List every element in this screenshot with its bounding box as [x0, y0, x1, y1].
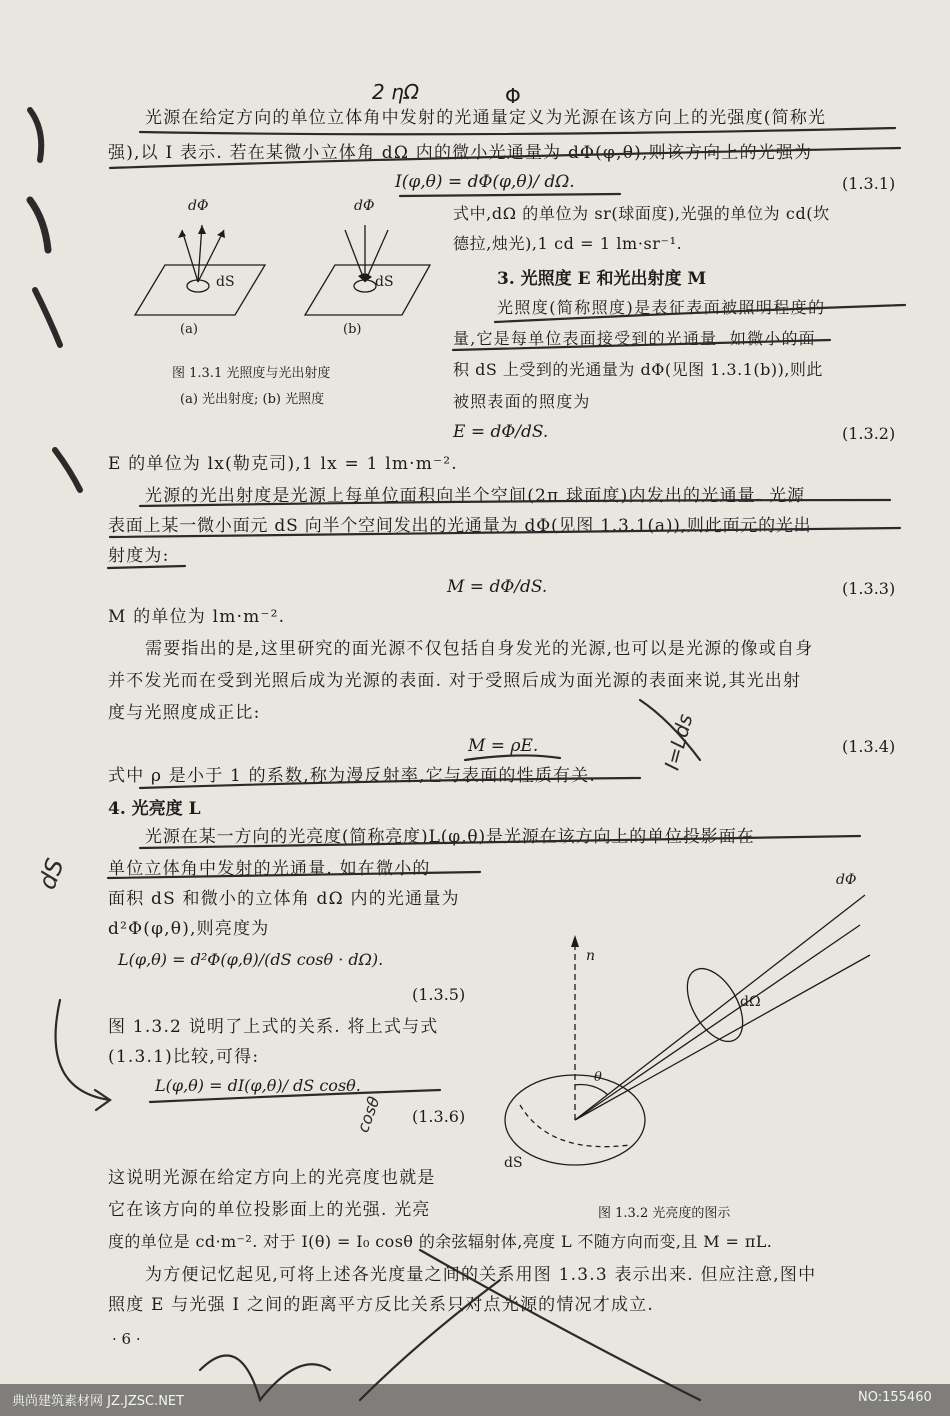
equation-number-1-3-2: (1.3.2) — [842, 424, 896, 443]
fig131-caption-1: 图 1.3.1 光照度与光出射度 — [172, 366, 331, 381]
handwriting-eq-note: I=Lds — [659, 711, 698, 773]
para-fig-line2: (1.3.1)比较,可得: — [108, 1047, 260, 1067]
right-line5: 积 dS 上受到的光通量为 dΦ(见图 1.3.1(b)),则此 — [453, 360, 823, 379]
para-fig-line1: 图 1.3.2 说明了上式的关系. 将上式与式 — [108, 1017, 439, 1037]
paraM-line2: 表面上某一微小面元 dS 向半个空间发出的光通量为 dΦ(见图 1.3.1(a)),则此面元的光出 — [108, 516, 812, 536]
last-line1: 为方便记忆起见,可将上述各光度量之间的关系用图 1.3.3 表示出来. 但应注意,图中 — [145, 1265, 817, 1285]
scribble-top: 2 ηΩ — [372, 80, 420, 104]
arrowhead-a-left — [178, 230, 186, 238]
rho-line: 式中 ρ 是小于 1 的系数,称为漫反射率,它与表面的性质有关. — [108, 766, 597, 786]
ray-center — [575, 925, 860, 1120]
equation-1-3-5: L(φ,θ) = d²Φ(φ,θ)/(dS cosθ · dΩ). — [118, 950, 384, 969]
arrow-head — [95, 1090, 110, 1110]
unit-E: E 的单位为 lx(勒克司),1 lx = 1 lm·m⁻². — [108, 454, 458, 474]
ray-upper — [575, 895, 865, 1120]
fig132-label-ds: dS — [504, 1155, 523, 1171]
arrowhead-a-mid — [198, 225, 206, 234]
equation-1-3-1: I(φ,θ) = dΦ(φ,θ)/ dΩ. — [395, 172, 575, 192]
note-line2: 并不发光而在受到光照后成为光源的表面. 对于受照后成为面光源的表面来说,其光出射 — [108, 671, 802, 691]
concl-line2: 它在该方向的单位投影面上的光强. 光亮 — [108, 1200, 431, 1220]
equation-number-1-3-4: (1.3.4) — [842, 737, 896, 756]
equation-1-3-6: L(φ,θ) = dI(φ,θ)/ dS cosθ. — [155, 1076, 361, 1095]
fig131-label-a-ds: dS — [216, 274, 235, 290]
figure-1-3-2 — [490, 855, 890, 1185]
fig131-label-b-dphi: dΦ — [354, 198, 375, 214]
handwriting-ds: dS — [32, 854, 70, 894]
paraL-line3: 面积 dS 和微小的立体角 dΩ 内的光通量为 — [108, 889, 460, 909]
fig131-sub-b: (b) — [343, 322, 362, 337]
equation-1-3-3: M = dΦ/dS. — [447, 577, 548, 597]
fig132-label-theta: θ — [594, 1070, 602, 1085]
normal-arrowhead — [571, 935, 579, 947]
margin-mark-2 — [30, 200, 48, 250]
fig131-caption-2: (a) 光出射度; (b) 光照度 — [180, 392, 325, 407]
right-line6: 被照表面的照度为 — [453, 392, 591, 411]
heading-4: 4. 光亮度 L — [108, 799, 201, 819]
equation-number-1-3-5: (1.3.5) — [412, 985, 466, 1004]
right-line2: 德拉,烛光),1 cd = 1 lm·sr⁻¹. — [453, 234, 683, 253]
equation-1-3-2: E = dΦ/dS. — [453, 422, 549, 442]
fig132-label-n: n — [586, 948, 596, 964]
projection-arc — [520, 1105, 630, 1147]
paraM-line3: 射度为: — [108, 546, 170, 566]
fig131-label-b-ds: dS — [375, 274, 394, 290]
equation-number-1-3-1: (1.3.1) — [842, 174, 896, 193]
fig132-caption: 图 1.3.2 光亮度的图示 — [598, 1206, 731, 1221]
paraL-line1: 光源在某一方向的光亮度(简称亮度)L(φ,θ)是光源在该方向上的单位投影面在 — [145, 827, 755, 847]
equation-number-1-3-6: (1.3.6) — [412, 1107, 466, 1126]
margin-mark-1 — [30, 110, 41, 160]
unit-M: M 的单位为 lm·m⁻². — [108, 607, 286, 627]
page-number: · 6 · — [112, 1330, 141, 1348]
surface-a — [135, 265, 265, 315]
margin-mark-3 — [35, 290, 60, 345]
note-line1: 需要指出的是,这里研究的面光源不仅包括自身发光的光源,也可以是光源的像或自身 — [145, 639, 814, 659]
paraL-line4: d²Φ(φ,θ),则亮度为 — [108, 919, 270, 939]
concl-line1: 这说明光源在给定方向上的光亮度也就是 — [108, 1168, 436, 1188]
paraM-line1: 光源的光出射度是光源上每单位面积向半个空间(2π 球面度)内发出的光通量. 光源 — [145, 486, 806, 506]
right-line3: 光照度(简称照度)是表征表面被照明程度的 — [497, 298, 826, 317]
scribble-mark: Φ — [505, 84, 521, 108]
right-line4: 量,它是每单位表面接受到的光通量. 如微小的面 — [453, 329, 816, 348]
concl-line3: 度的单位是 cd·m⁻². 对于 I(θ) = I₀ cosθ 的余弦辐射体,亮度 L 不随方向而变,且 M = πL. — [108, 1232, 773, 1251]
para1-line1: 光源在给定方向的单位立体角中发射的光通量定义为光源在该方向上的光强度(简称光 — [145, 108, 827, 128]
paraL-line2: 单位立体角中发射的光通量. 如在微小的 — [108, 859, 431, 879]
surface-b — [305, 265, 430, 315]
figure-1-3-1 — [120, 190, 450, 360]
last-line2: 照度 E 与光强 I 之间的距离平方反比关系只对点光源的情况才成立. — [108, 1295, 654, 1315]
watermark-left: 典尚建筑素材网 JZ.JZSC.NET — [12, 1394, 185, 1409]
fig131-label-a-dphi: dΦ — [188, 198, 209, 214]
underline-eq4 — [465, 755, 560, 760]
right-line1: 式中,dΩ 的单位为 sr(球面度),光强的单位为 cd(坎 — [453, 204, 830, 223]
fig132-label-dphi: dΦ — [836, 872, 857, 888]
equation-1-3-4: M = ρE. — [468, 736, 539, 756]
heading-3: 3. 光照度 E 和光出射度 M — [497, 269, 707, 289]
watermark-right: NO:155460 — [858, 1390, 932, 1405]
margin-mark-4 — [55, 450, 80, 490]
equation-number-1-3-3: (1.3.3) — [842, 579, 896, 598]
fig132-label-domega: dΩ — [740, 994, 761, 1010]
note-line3: 度与光照度成正比: — [108, 703, 261, 723]
fig131-sub-a: (a) — [180, 322, 198, 337]
arrow-curve — [56, 1000, 110, 1100]
handwriting-margin: cosθ — [353, 1093, 384, 1136]
theta-arc — [575, 1085, 608, 1095]
ray-a-left — [182, 230, 198, 282]
para1-line2: 强),以 I 表示. 若在某微小立体角 dΩ 内的微小光通量为 dΦ(φ,θ),则该方向上的光强为 — [108, 143, 813, 163]
